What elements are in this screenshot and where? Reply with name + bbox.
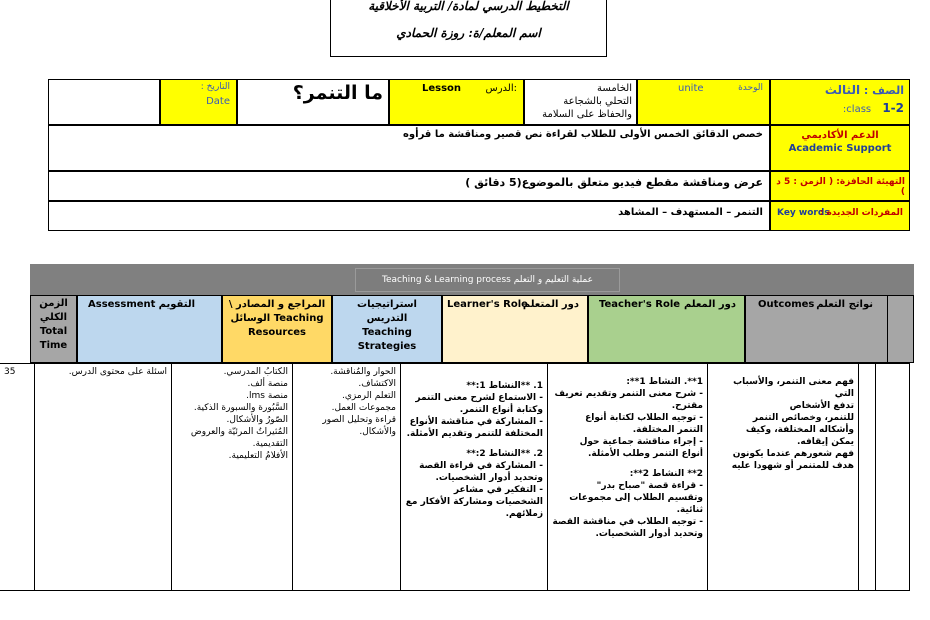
date-label-ar: التاريخ : <box>200 82 230 92</box>
teacher-line: وتقسيم الطلاب إلى مجموعات <box>569 493 703 503</box>
outcomes-header-ar: نواتج التعلم <box>816 299 873 310</box>
learner-line: 2. **النشاط 2:** <box>466 449 543 459</box>
body-divider <box>171 363 172 591</box>
outcomes-line: فهم شعورهم عندما يكونون <box>732 449 854 459</box>
learner-role-content <box>403 380 543 520</box>
body-divider <box>34 363 35 591</box>
unit-value-line: والحفاظ على السلامة <box>542 109 632 120</box>
body-divider <box>875 363 876 591</box>
body-divider <box>909 363 910 591</box>
academic-support-en: Academic Support <box>788 143 892 154</box>
learner-line: وتحديد أدوار الشخصيات. <box>435 473 543 483</box>
resources-header-line: المراجع و المصادر \ <box>228 299 326 310</box>
strategies-line: والأشكال. <box>359 427 396 437</box>
teacher-line: وتحديد أدوار الشخصيات. <box>595 529 703 539</box>
teacher-line: - توجيه الطلاب في مناقشة القصة <box>552 517 703 527</box>
lesson-label-en: Lesson <box>422 83 462 94</box>
strategies-line: قراءة وتحليل الصور <box>322 415 396 425</box>
unit-label-en: unite <box>678 83 704 94</box>
resources-line: منصة lms. <box>246 391 288 401</box>
learner-line: - المشاركة في قراءة القصة <box>419 461 543 471</box>
strategies-header-line: استراتيجيات <box>357 299 417 310</box>
teacher-line: - إجراء مناقشة جماعية حول <box>579 437 703 447</box>
learner-role-header <box>442 295 588 363</box>
lesson-cell <box>389 79 524 125</box>
strategies-content <box>295 366 396 438</box>
teacher-line: ثنائية. <box>676 505 703 515</box>
warmup-text-cell <box>48 171 770 201</box>
outcomes-header-en: Outcomes <box>758 299 815 310</box>
resources-line: التقديمية. <box>252 439 288 449</box>
teacher-role-header <box>588 295 745 363</box>
strategies-line: الحوار والمُناقشة. <box>330 367 396 377</box>
outcomes-line: فهم معنى التنمر، والأسباب التي <box>733 377 854 399</box>
outcomes-line: هدف للمتنمر أو شهودا عليه <box>731 461 854 471</box>
body-bottom-border <box>0 590 910 591</box>
resources-line: السَّبُورة والسبورة الذكية. <box>193 403 288 413</box>
teacher-line: 2** النشاط 2**: <box>629 469 703 479</box>
class-value: 1-2 <box>882 101 904 115</box>
body-divider <box>707 363 708 591</box>
unit-label-ar: الوحدة <box>738 83 763 93</box>
unit-value-line: التحلي بالشجاعة <box>563 96 632 107</box>
resources-line: الأفلامُ التعليمية. <box>228 451 288 461</box>
resources-line: المُثيراتُ المرئيّة والعروض <box>190 427 288 437</box>
resources-header-line: Resources <box>247 327 307 338</box>
strategies-header-line: Teaching <box>362 327 412 338</box>
lesson-label-ar: الدرس: <box>485 83 517 94</box>
resources-line: منصة ألف. <box>247 379 288 389</box>
body-divider <box>400 363 401 591</box>
body-top-border <box>0 363 910 364</box>
unit-cell <box>637 79 770 125</box>
learner-role-en: Learner's Role <box>447 299 528 310</box>
assessment-header-en: Assessment <box>88 299 156 310</box>
class-label: class: <box>842 104 872 115</box>
vocab-label-cell <box>770 201 910 231</box>
time-header-line: Total <box>39 326 68 337</box>
teacher-line: - شرح معنى التنمر وتقديم تعريف <box>554 389 703 399</box>
vocab-text-cell <box>48 201 770 231</box>
strategies-header <box>332 295 442 363</box>
grade-cell <box>770 79 910 125</box>
learner-line: - المشاركة في مناقشة الأنواع <box>409 417 543 427</box>
outcomes-line: للتنمر، وخصائص التنمر <box>752 413 854 423</box>
resources-line: الصّورُ والأشكال. <box>226 415 288 425</box>
teacher-line: - قراءة قصة "صباح بدر" <box>596 481 703 491</box>
lesson-title-cell <box>237 79 389 125</box>
learner-line: وكتابة أنواع التنمر. <box>459 405 543 415</box>
warmup-label: التهيئة الحافزة: ( الزمن : 5 د ) <box>776 177 905 197</box>
learner-line: الشخصيات ومشاركة الأفكار مع <box>405 497 543 507</box>
learner-line <box>403 440 543 448</box>
teacher-line: - توجيه الطلاب لكتابة أنواع <box>585 413 703 423</box>
outcomes-content <box>711 376 854 472</box>
teacher-role-content <box>551 376 703 540</box>
teacher-role-en: Teacher's Role <box>599 299 681 310</box>
resources-line: الكتابُ المدرسي. <box>223 367 288 377</box>
lesson-plan-header <box>330 0 607 57</box>
body-divider <box>858 363 859 591</box>
time-header-line: الكلي <box>39 312 68 323</box>
assessment-content <box>37 366 167 378</box>
blank-cell <box>48 79 160 125</box>
unit-value-cell <box>524 79 637 125</box>
learner-role-ar: دور المتعلم <box>522 299 579 310</box>
learner-line: زملائهم. <box>505 509 543 519</box>
time-header-line: Time <box>39 340 68 351</box>
body-divider <box>292 363 293 591</box>
strategies-line: مجموعات العمل. <box>331 403 396 413</box>
assessment-header-ar: التقويم <box>158 299 195 310</box>
strategies-line: الاكتشاف. <box>358 379 396 389</box>
process-header-end <box>887 295 914 363</box>
warmup-label-cell <box>770 171 910 201</box>
learner-line: - الاستماع لشرح معنى التنمر <box>415 393 543 403</box>
outcomes-line: وأشكاله المختلفة، وكيف <box>745 425 854 435</box>
assessment-header <box>77 295 222 363</box>
body-divider <box>547 363 548 591</box>
time-header-line: الزمن <box>39 298 68 309</box>
learner-line: المختلفة للتنمر وتقديم الأمثلة. <box>406 429 543 439</box>
academic-support-text: خصص الدقائق الخمس الأولى للطلاب لقراءة نص قصير ومناقشة ما قرأوه <box>403 129 763 140</box>
resources-header <box>222 295 332 363</box>
time-header <box>30 295 77 363</box>
time-value: 35 <box>4 367 16 377</box>
lesson-title: ما التنمر؟ <box>292 82 383 104</box>
teacher-line <box>551 460 703 468</box>
date-label-en: Date <box>206 96 230 107</box>
outcomes-line: يمكن إيقافه. <box>797 437 854 447</box>
resources-content <box>174 366 288 462</box>
plan-title: التخطيط الدرسي لمادة/ التربية الأخلاقية <box>368 0 569 13</box>
strategies-header-line: Strategies <box>357 341 417 352</box>
unit-value-line: الخامسة <box>597 83 632 94</box>
teacher-line: مقترح. <box>671 401 703 411</box>
vocab-label-en: Key words <box>777 208 830 218</box>
outcomes-line: تدفع الأشخاص <box>789 401 854 411</box>
learner-line: 1. **النشاط 1:** <box>466 381 543 391</box>
strategies-line: التعلم الرمزي. <box>341 391 396 401</box>
teacher-line: 1**. النشاط 1**: <box>626 377 703 387</box>
process-title: Teaching & Learning process عملية التعليم و التعلم <box>355 268 620 292</box>
warmup-text: عرض ومناقشة مقطع فيديو متعلق بالموضوع(5 دقائق ) <box>465 176 763 189</box>
vocab-label-ar: المفردات الجديدة : <box>819 208 903 218</box>
academic-support-ar: الدعم الأكاديمي <box>801 130 879 141</box>
resources-header-line: الوسائل Teaching <box>230 313 324 324</box>
teacher-line: التنمر المختلفة. <box>632 425 703 435</box>
teacher-name: اسم المعلم/ة: روزة الحمادي <box>396 26 541 40</box>
strategies-header-line: التدريس <box>366 313 408 324</box>
teacher-role-ar: دور المعلم <box>683 299 736 310</box>
date-cell <box>160 79 237 125</box>
grade-label: الصف : <box>863 84 904 97</box>
teacher-line: أنواع التنمر وطلب الأمثلة. <box>587 449 703 459</box>
vocab-text: التنمر – المستهدف – المشاهد <box>618 207 763 218</box>
assessment-line: اسئلة على محتوى الدرس. <box>68 367 167 377</box>
academic-support-text-cell <box>48 125 770 171</box>
grade-value: الثالث <box>824 83 861 97</box>
learner-line: - التفكير في مشاعر <box>453 485 543 495</box>
academic-support-label-cell <box>770 125 910 171</box>
